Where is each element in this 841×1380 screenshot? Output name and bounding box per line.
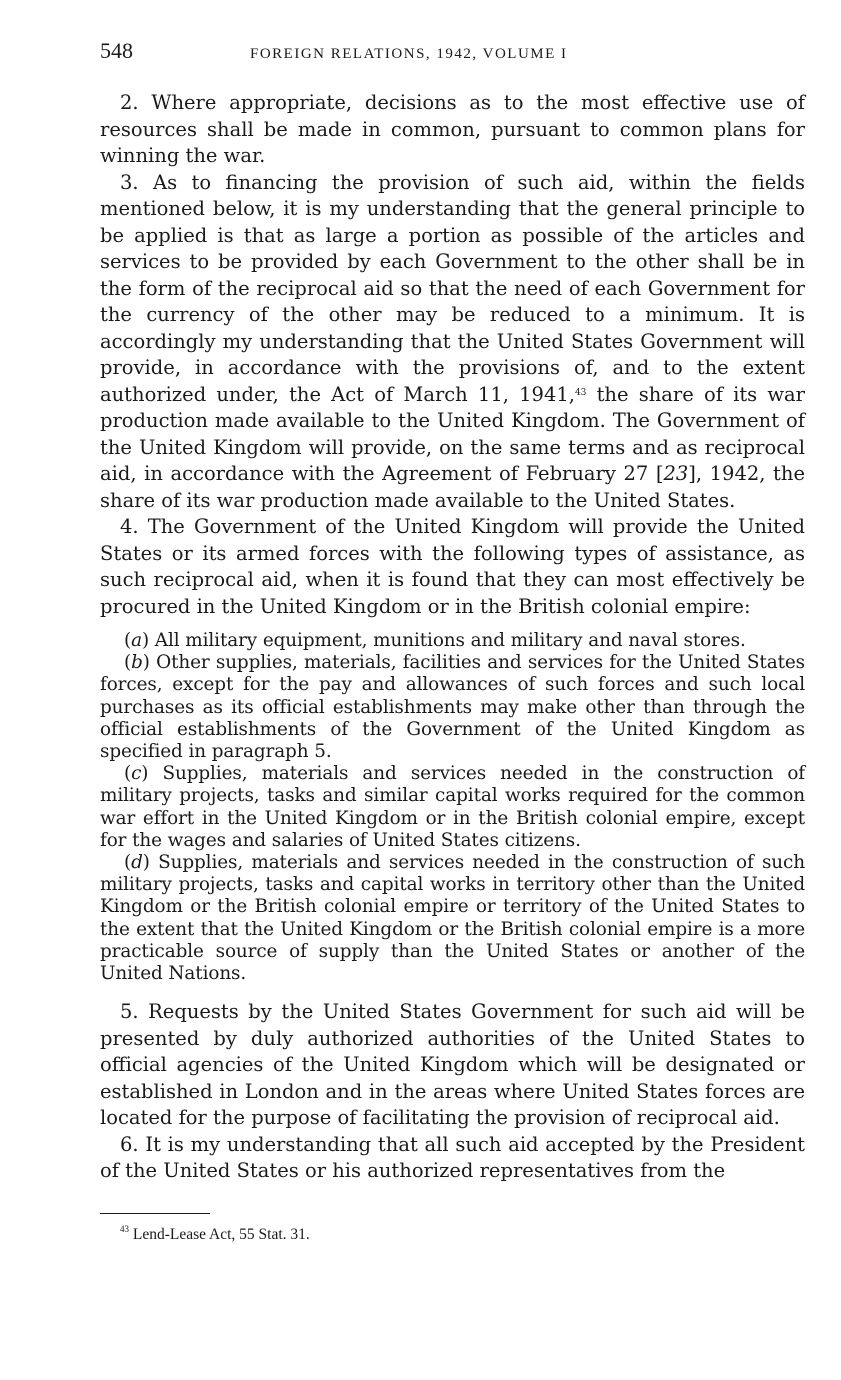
footnote-text: Lend-Lease Act, 55 Stat. 31. <box>129 1225 310 1243</box>
subparagraph-d-text: Supplies, materials and services needed in the construction of such military projects, tasks and capital works in territory other than the United Kingdom or the British colonial empire or territory of the United States to the extent that the United Kingdom or the British colonial empire is a more practicable source of supply than the United States or another of the United Nations. <box>100 852 805 985</box>
subparagraph-a-letter: a <box>131 630 142 651</box>
subparagraph-a-open: ( <box>124 630 132 651</box>
footnote-reference: 43 <box>574 387 587 398</box>
paragraph-3-text-b: the share of its war production made available to the United Kingdom. The Government of the United Kingdom will provide, on the same terms and as reciprocal aid, in accordance with the Agreement of February 27 [ <box>100 382 805 485</box>
paragraph-3 <box>100 170 805 515</box>
paragraph-2: 2. Where appropriate, decisions as to the most effective use of resources shall be made in common, pursuant to common plans for winning the war. <box>100 91 805 167</box>
paragraph-4: 4. The Government of the United Kingdom will provide the United States or its armed forces with the following types of assistance, as such reciprocal aid, when it is found that they can most effectively be procured in the United Kingdom or in the British colonial empire: <box>100 515 805 618</box>
subparagraph-d <box>100 852 805 985</box>
paragraph-3-text-a: 3. As to financing the provision of such aid, within the fields mentioned below, it is my understanding that the general principle to be applied is that as large a portion as possible of the articles and services to be provided by each Government to the other shall be in the form of the reciprocal aid so that the need of each Government for the currency of the other may be reduced to a minimum. It is accordingly my understanding that the United States Government will provide, in accordance with the provisions of, and to the extent authorized under, the Act of March 11, 1941, <box>100 170 805 406</box>
running-title: FOREIGN RELATIONS, 1942, VOLUME I <box>250 46 568 62</box>
document-page <box>100 38 805 1244</box>
subparagraph-b-letter: b <box>131 652 143 674</box>
subparagraph-c-letter: c <box>131 763 142 785</box>
subparagraph-list <box>100 630 805 985</box>
page-number: 548 <box>100 38 133 63</box>
body-text <box>100 90 805 1185</box>
subparagraph-a <box>100 630 805 652</box>
paragraph-5: 5. Requests by the United States Government for such aid will be presented by duly authorized authorities of the United States to official agencies of the United Kingdom which will be designated or established in London and in the areas where United States forces are located for the purpose of facilitating the provision of reciprocal aid. <box>100 1000 805 1130</box>
subparagraph-c-text: Supplies, materials and services needed in the construction of military projects, tasks and similar capital works required for the common war effort in the United Kingdom or in the British colonial empire, except for the wages and salaries of United States citizens. <box>100 763 805 851</box>
footnote <box>100 1223 805 1244</box>
paragraph-6: 6. It is my understanding that all such aid accepted by the President of the United States or his authorized representatives from the <box>100 1132 805 1183</box>
subparagraph-b-open: ( <box>124 652 132 674</box>
page-header <box>100 38 805 72</box>
subparagraph-d-letter: d <box>131 852 143 874</box>
subparagraph-b-text: Other supplies, materials, facilities and services for the United States forces, except for the pay and allowances of such forces and such local purchases as its official establishments may make other than through the official establishments of the Government of the United Kingdom as specified in paragraph 5. <box>100 652 805 763</box>
subparagraph-b-close: ) <box>142 652 150 674</box>
subparagraph-a-close: ) <box>141 630 150 651</box>
footnote-marker: 43 <box>120 1223 129 1234</box>
subparagraph-a-text: All military equipment, munitions and military and naval stores. <box>149 630 746 651</box>
subparagraph-d-close: ) <box>142 852 150 874</box>
subparagraph-c-open: ( <box>124 763 132 785</box>
subparagraph-c <box>100 763 805 852</box>
subparagraph-b <box>100 652 805 763</box>
subparagraph-d-open: ( <box>124 852 132 874</box>
subparagraph-c-close: ) <box>141 763 149 785</box>
bracketed-correction: 23 <box>663 462 689 485</box>
footnote-divider <box>100 1213 210 1214</box>
paragraph-3-text-c: ], 1942, the share of its war production made available to the United States. <box>100 462 805 512</box>
